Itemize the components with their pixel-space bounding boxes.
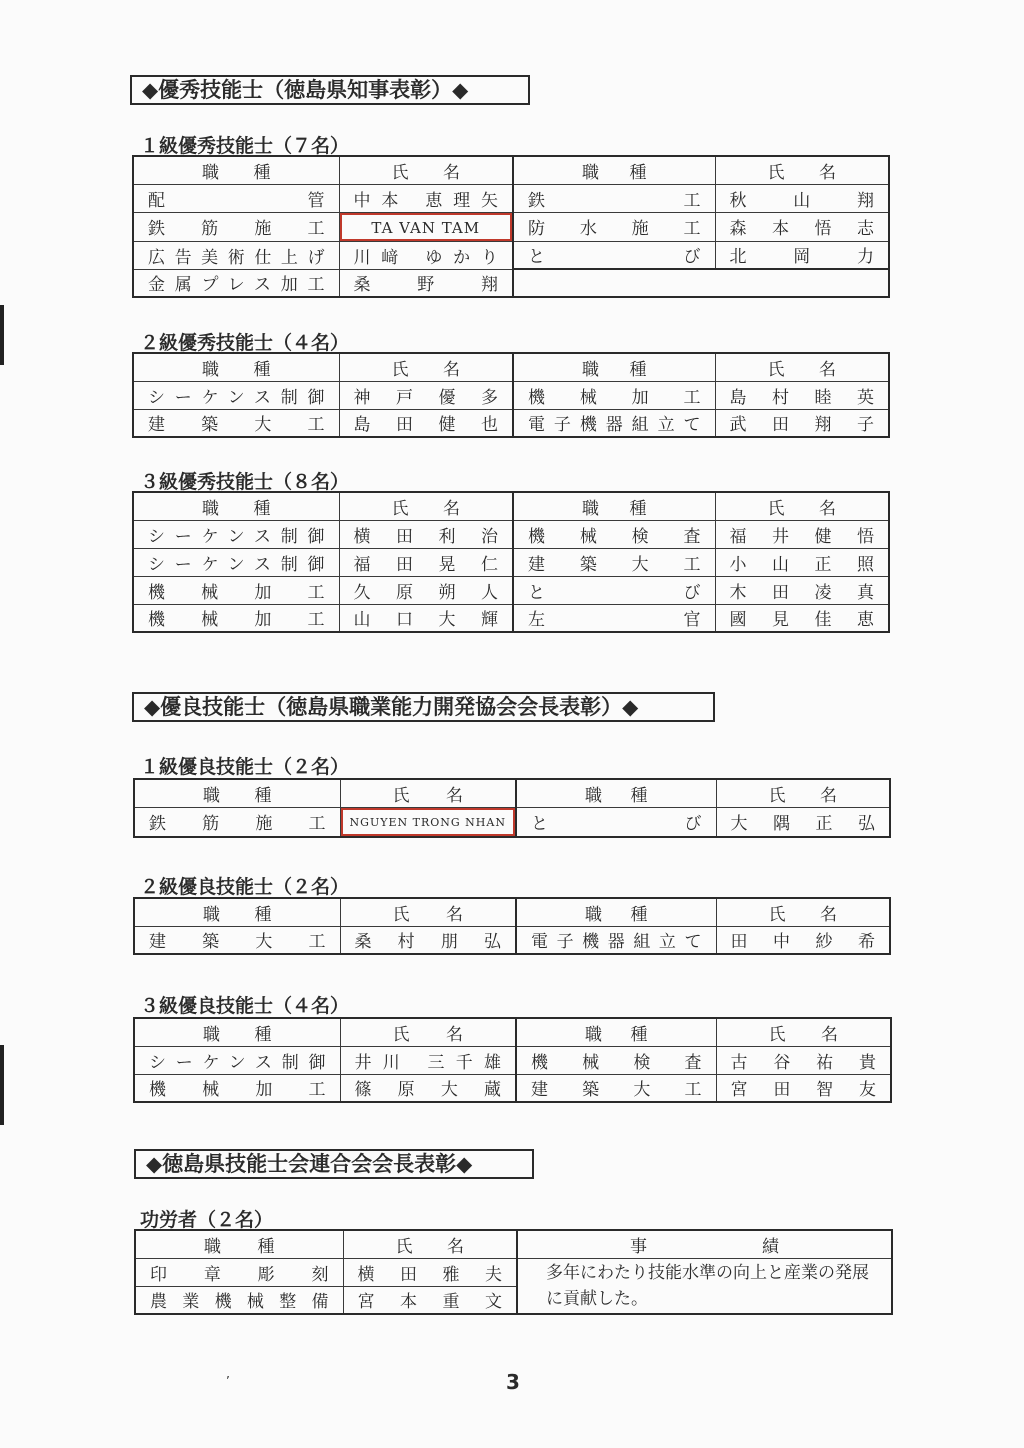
awards-table-merit <box>134 1229 893 1315</box>
table-row <box>133 409 889 437</box>
job-cell: 機 械 加 工 <box>133 604 339 632</box>
column-header-job: 職 種 <box>516 779 716 807</box>
job-cell: 鉄 工 <box>513 184 715 212</box>
column-header-name: 氏 名 <box>339 492 513 520</box>
name-cell: 國 見 佳 恵 <box>715 604 889 632</box>
highlighted-name: TA VAN TAM <box>340 213 513 241</box>
job-cell: シーケンス制御 <box>133 548 339 576</box>
table-row <box>134 1074 891 1102</box>
column-header-name: 氏 名 <box>340 1018 516 1046</box>
name-cell: 篠 原 大 蔵 <box>340 1074 516 1102</box>
table-row <box>133 520 889 548</box>
page-number: 3 <box>506 1370 520 1394</box>
table-row <box>134 926 890 954</box>
job-cell: シーケンス制御 <box>133 381 339 409</box>
highlighted-name: NGUYEN TRONG NHAN <box>341 808 516 836</box>
name-cell: 宮 田 智 友 <box>716 1074 891 1102</box>
name-cell: 島 村 睦 英 <box>715 381 889 409</box>
table-header-row <box>133 353 889 381</box>
table-row <box>133 604 889 632</box>
empty-cell <box>715 269 889 297</box>
job-cell: シーケンス制御 <box>133 520 339 548</box>
table-header-row <box>133 492 889 520</box>
deeds-cell: 多年にわたり技能水準の向上と産業の発展に貢献した。 <box>517 1258 892 1314</box>
name-cell: 井川 三千雄 <box>340 1046 516 1074</box>
job-cell: と び <box>513 576 715 604</box>
group-title: ３級優良技能士（４名） <box>140 995 350 1017</box>
group-title: ３級優秀技能士（８名） <box>140 471 350 493</box>
table-row <box>133 548 889 576</box>
job-cell: 建 築 大 工 <box>513 548 715 576</box>
column-header-job: 職 種 <box>513 353 715 381</box>
name-cell: 中本 恵理矢 <box>339 184 513 212</box>
empty-cell <box>513 269 715 297</box>
awards-table-grade2-excellent <box>132 352 890 438</box>
column-header-job: 職 種 <box>513 156 715 184</box>
name-cell: 桑 村 朋 弘 <box>340 926 516 954</box>
table-row <box>133 381 889 409</box>
column-header-name: 氏 名 <box>715 353 889 381</box>
column-header-job: 職 種 <box>516 1018 716 1046</box>
column-header-name: 氏 名 <box>716 779 890 807</box>
column-header-job: 職 種 <box>133 492 339 520</box>
job-cell: 金属プレス加工 <box>133 269 339 297</box>
job-cell: 左 官 <box>513 604 715 632</box>
column-header-name: 氏 名 <box>339 353 513 381</box>
table-row <box>133 212 889 241</box>
job-cell: 機 械 加 工 <box>513 381 715 409</box>
table-header-row <box>133 156 889 184</box>
column-header-job: 職 種 <box>134 1018 340 1046</box>
column-header-job: 職 種 <box>513 492 715 520</box>
group-title: ２級優良技能士（２名） <box>140 876 350 898</box>
awards-table-grade3-excellent <box>132 491 890 633</box>
name-cell: 福 井 健 悟 <box>715 520 889 548</box>
column-header-job: 職 種 <box>516 898 716 926</box>
name-cell: 小 山 正 照 <box>715 548 889 576</box>
awards-table-grade2-good <box>133 897 891 955</box>
name-cell: 田 中 紗 希 <box>716 926 890 954</box>
job-cell: 広告美術仕上げ <box>133 241 339 269</box>
job-cell: 農業機械整備 <box>135 1286 343 1314</box>
name-cell: 北 岡 力 <box>715 241 889 269</box>
awards-table-grade3-good <box>133 1017 892 1103</box>
awards-table-grade1-excellent <box>132 155 890 298</box>
name-cell: 福 田 晃 仁 <box>339 548 513 576</box>
name-cell: 大 隅 正 弘 <box>716 807 890 837</box>
job-cell: と び <box>513 241 715 269</box>
name-cell: 山 口 大 輝 <box>339 604 513 632</box>
name-cell: 横 田 雅 夫 <box>343 1258 517 1286</box>
job-cell: 鉄 筋 施 工 <box>134 807 340 837</box>
name-cell: 森 本 悟 志 <box>715 212 889 241</box>
table-row <box>133 184 889 212</box>
job-cell: シーケンス制御 <box>134 1046 340 1074</box>
job-cell: 機 械 検 査 <box>516 1046 716 1074</box>
job-cell: 電子機器組立て <box>513 409 715 437</box>
name-cell: 島 田 健 也 <box>339 409 513 437</box>
group-title: １級優良技能士（２名） <box>140 756 350 778</box>
job-cell: 印 章 彫 刻 <box>135 1258 343 1286</box>
name-cell: 神 戸 優 多 <box>339 381 513 409</box>
job-cell: 機 械 加 工 <box>133 576 339 604</box>
scan-edge-mark <box>0 1045 4 1125</box>
table-row <box>133 241 889 269</box>
group-title: ２級優秀技能士（４名） <box>140 332 350 354</box>
job-cell: 建 築 大 工 <box>516 1074 716 1102</box>
column-header-name: 氏 名 <box>716 898 890 926</box>
table-header-row <box>134 898 890 926</box>
name-cell-highlighted <box>339 212 513 241</box>
group-title: 功労者（２名） <box>140 1209 274 1231</box>
job-cell: 配 管 <box>133 184 339 212</box>
section-header-federation: ◆徳島県技能士会連合会会長表彰◆ <box>134 1149 534 1179</box>
scan-edge-mark <box>0 305 4 365</box>
column-header-job: 職 種 <box>133 353 339 381</box>
name-cell: 川﨑 ゆかり <box>339 241 513 269</box>
section-header-excellent: ◆優秀技能士（徳島県知事表彰）◆ <box>130 75 530 105</box>
job-cell: 機 械 検 査 <box>513 520 715 548</box>
column-header-name: 氏 名 <box>339 156 513 184</box>
name-cell: 久 原 朔 人 <box>339 576 513 604</box>
job-cell: 建 築 大 工 <box>134 926 340 954</box>
column-header-name: 氏 名 <box>340 779 516 807</box>
table-header-row <box>134 779 890 807</box>
column-header-deeds: 事 績 <box>517 1230 892 1258</box>
table-row <box>133 576 889 604</box>
section-header-good: ◆優良技能士（徳島県職業能力開発協会会長表彰）◆ <box>132 692 715 722</box>
job-cell: 建 築 大 工 <box>133 409 339 437</box>
table-header-row <box>135 1230 892 1258</box>
table-row <box>135 1258 892 1286</box>
job-cell: と び <box>516 807 716 837</box>
awards-table-grade1-good <box>133 778 891 838</box>
name-cell-highlighted <box>340 807 516 837</box>
column-header-job: 職 種 <box>135 1230 343 1258</box>
column-header-name: 氏 名 <box>715 156 889 184</box>
job-cell: 機 械 加 工 <box>134 1074 340 1102</box>
name-cell: 古 谷 祐 貴 <box>716 1046 891 1074</box>
group-title: １級優秀技能士（７名） <box>140 135 350 157</box>
column-header-job: 職 種 <box>134 779 340 807</box>
table-row <box>134 1046 891 1074</box>
table-row <box>133 269 889 297</box>
name-cell: 桑 野 翔 <box>339 269 513 297</box>
job-cell: 防 水 施 工 <box>513 212 715 241</box>
column-header-job: 職 種 <box>133 156 339 184</box>
column-header-name: 氏 名 <box>343 1230 517 1258</box>
job-cell: 電子機器組立て <box>516 926 716 954</box>
column-header-name: 氏 名 <box>340 898 516 926</box>
name-cell: 宮 本 重 文 <box>343 1286 517 1314</box>
job-cell: 鉄 筋 施 工 <box>133 212 339 241</box>
column-header-name: 氏 名 <box>715 492 889 520</box>
column-header-name: 氏 名 <box>716 1018 891 1046</box>
name-cell: 横 田 利 治 <box>339 520 513 548</box>
column-header-job: 職 種 <box>134 898 340 926</box>
name-cell: 木 田 凌 真 <box>715 576 889 604</box>
stray-mark: ’ <box>226 1374 230 1388</box>
table-header-row <box>134 1018 891 1046</box>
name-cell: 秋 山 翔 <box>715 184 889 212</box>
name-cell: 武 田 翔 子 <box>715 409 889 437</box>
table-row <box>134 807 890 837</box>
